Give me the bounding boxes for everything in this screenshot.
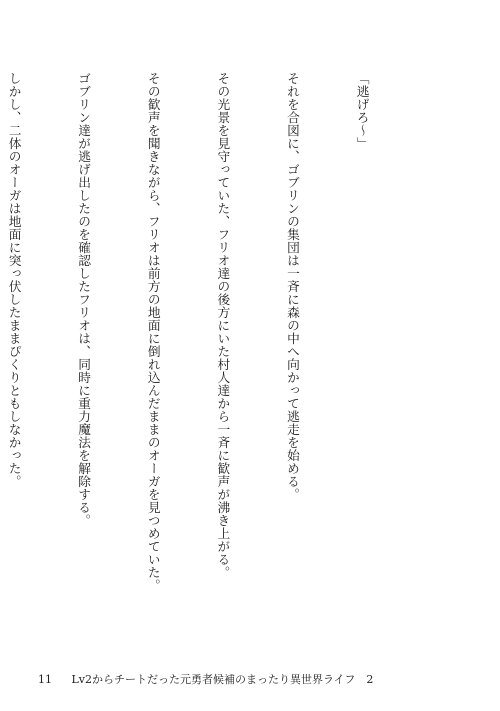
page-number: 11 <box>38 673 52 686</box>
text-line: しかし、二体のオーガは地面に突っ伏したままぴくりともしなかった。 <box>6 72 22 488</box>
page-footer <box>38 671 373 687</box>
text-line: その歓声を聞きながら、フリオは前方の地面に倒れ込んだままのオーガを見つめていた。 <box>145 72 161 592</box>
vertical-text-body <box>0 72 420 662</box>
text-line: それを合図に、ゴブリンの集団は一斉に森の中へ向かって逃走を始める。 <box>284 72 300 501</box>
text-line: 「逃げろ～」 <box>354 72 370 150</box>
text-line: ゴブリン達が逃げ出したのを確認したフリオは、同時に重力魔法を解除する。 <box>76 72 92 527</box>
book-title: Lv2からチートだった元勇者候補のまったり異世界ライフ 2 <box>71 673 374 686</box>
text-line: その光景を見守っていた、フリオ達の後方にいた村人達から一斉に歓声が沸き上がる。 <box>215 72 231 579</box>
